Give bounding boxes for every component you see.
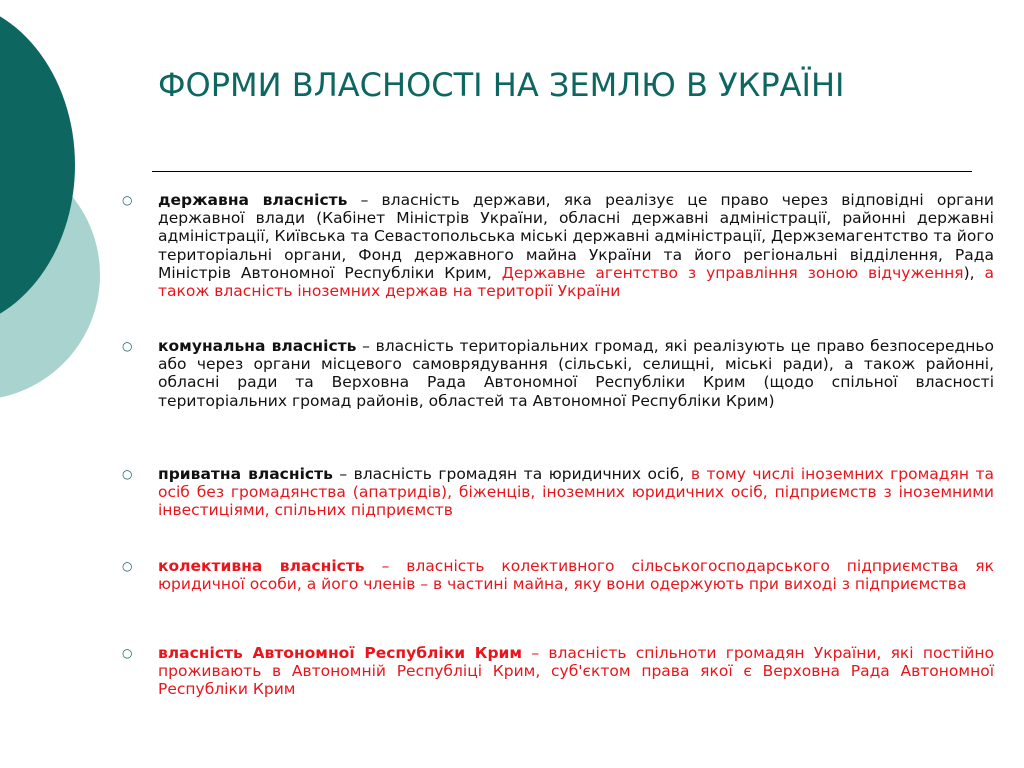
item-text-cont: ), [963, 263, 985, 282]
item-term: державна власність [158, 191, 348, 209]
bullet-icon: ○ [122, 646, 133, 660]
item-highlight: Державне агентство з управління зоною відчуження [501, 263, 964, 282]
list-item-communal [120, 337, 994, 465]
item-text: – власність колективного сільськогосподарського підприємства як юридичної особи, а його членів – в частині майна, яку вони одержують при виході з підприємства [158, 557, 994, 594]
page-title: ФОРМИ ВЛАСНОСТІ НА ЗЕМЛЮ В УКРАЇНІ [158, 66, 845, 104]
item-term: колективна власність [158, 557, 365, 575]
list-item-private [120, 465, 994, 557]
list-item-crimea [120, 644, 994, 704]
item-term: власність Автономної Республіки Крим [158, 644, 523, 662]
item-text: – власність територіальних громад, які реалізують це право безпосередньо або через органи місцевого самоврядування (сільські, селищні, міські ради), а також районні, обласні ради та Верховна Рада Автономної Республіки Крим (щодо спільної власності територіальних громад районів, областей та Автономної Республіки Крим) [158, 337, 994, 410]
item-text: – власність спільноти громадян України, які постійно проживають в Автономній Республіці Крим, суб'єктом права якої є Верховна Рада Автономної Республіки Крим [158, 644, 994, 699]
list-item-collective [120, 557, 994, 644]
item-text: – власність громадян та юридичних осіб, [332, 465, 691, 483]
ownership-forms-list [120, 191, 994, 704]
item-highlight-2: а також власність іноземних держав на території України [158, 263, 994, 301]
bullet-icon: ○ [122, 467, 133, 481]
bullet-icon: ○ [122, 193, 133, 207]
item-term: комунальна власність [158, 337, 357, 355]
item-text: – власність держави, яка реалізує це право через відповідні органи державної влади (Кабінет Міністрів України, обласні державні адміністрації, районні державні адміністрації, Київська та Севастопольська міські державні адміністрації, Держземагентство та його територіальні органи, Фонд державного майна України та його регіональні відділення, Рада Міністрів Автономної Республіки Крим, [158, 191, 995, 282]
bullet-icon: ○ [122, 559, 133, 573]
item-highlight: в тому числі іноземних громадян та осіб без громадянства (апатридів), біженців, іноземних юридичних осіб, підприємств з іноземними інвестиціями, спільних підприємств [158, 465, 995, 520]
title-divider [152, 171, 972, 172]
list-item-state [120, 191, 994, 337]
bullet-icon: ○ [122, 339, 133, 353]
item-term: приватна власність [158, 465, 333, 483]
